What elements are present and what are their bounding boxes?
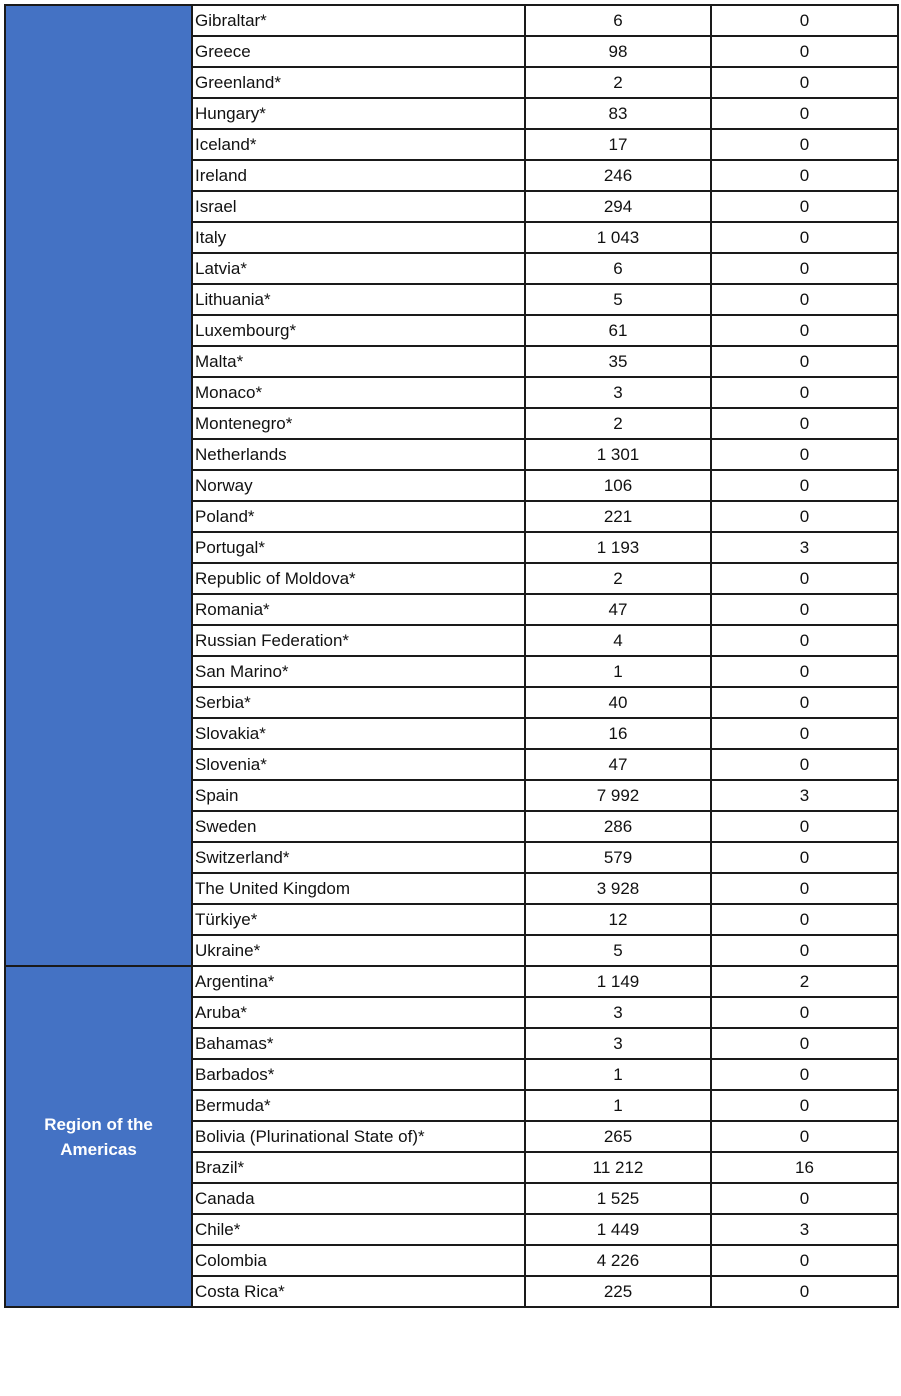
- cases-cell: 11 212: [525, 1152, 711, 1183]
- deaths-cell: 0: [711, 129, 898, 160]
- deaths-cell: 0: [711, 1121, 898, 1152]
- deaths-cell: 0: [711, 1276, 898, 1307]
- cases-cell: 98: [525, 36, 711, 67]
- country-cell: Türkiye*: [192, 904, 525, 935]
- cases-cell: 3: [525, 997, 711, 1028]
- cases-cell: 106: [525, 470, 711, 501]
- deaths-cell: 0: [711, 904, 898, 935]
- country-cell: Russian Federation*: [192, 625, 525, 656]
- table-row: [5, 966, 898, 997]
- cases-cell: 246: [525, 160, 711, 191]
- country-cell: Lithuania*: [192, 284, 525, 315]
- deaths-cell: 0: [711, 718, 898, 749]
- case-table-body: [5, 5, 898, 1307]
- cases-cell: 2: [525, 67, 711, 98]
- country-cell: Barbados*: [192, 1059, 525, 1090]
- cases-cell: 6: [525, 5, 711, 36]
- cases-cell: 1 193: [525, 532, 711, 563]
- cases-cell: 1: [525, 1090, 711, 1121]
- deaths-cell: 0: [711, 98, 898, 129]
- deaths-cell: 0: [711, 501, 898, 532]
- country-cell: Greece: [192, 36, 525, 67]
- deaths-cell: 0: [711, 811, 898, 842]
- deaths-cell: 0: [711, 439, 898, 470]
- region-cell: Region of the Americas: [5, 966, 192, 1307]
- deaths-cell: 0: [711, 5, 898, 36]
- cases-cell: 3: [525, 1028, 711, 1059]
- cases-cell: 1 301: [525, 439, 711, 470]
- country-cell: The United Kingdom: [192, 873, 525, 904]
- country-cell: San Marino*: [192, 656, 525, 687]
- cases-cell: 1 449: [525, 1214, 711, 1245]
- deaths-cell: 0: [711, 594, 898, 625]
- cases-cell: 40: [525, 687, 711, 718]
- country-cell: Norway: [192, 470, 525, 501]
- cases-cell: 1: [525, 656, 711, 687]
- cases-cell: 12: [525, 904, 711, 935]
- case-table: [4, 4, 899, 1308]
- country-cell: Argentina*: [192, 966, 525, 997]
- cases-cell: 225: [525, 1276, 711, 1307]
- deaths-cell: 0: [711, 408, 898, 439]
- cases-cell: 2: [525, 563, 711, 594]
- deaths-cell: 0: [711, 36, 898, 67]
- cases-cell: 3: [525, 377, 711, 408]
- deaths-cell: 3: [711, 780, 898, 811]
- cases-cell: 5: [525, 284, 711, 315]
- country-cell: Colombia: [192, 1245, 525, 1276]
- country-cell: Slovenia*: [192, 749, 525, 780]
- deaths-cell: 0: [711, 470, 898, 501]
- deaths-cell: 0: [711, 1245, 898, 1276]
- country-cell: Italy: [192, 222, 525, 253]
- cases-cell: 579: [525, 842, 711, 873]
- cases-cell: 294: [525, 191, 711, 222]
- country-cell: Bermuda*: [192, 1090, 525, 1121]
- deaths-cell: 0: [711, 1090, 898, 1121]
- cases-cell: 6: [525, 253, 711, 284]
- country-cell: Israel: [192, 191, 525, 222]
- country-cell: Iceland*: [192, 129, 525, 160]
- cases-cell: 35: [525, 346, 711, 377]
- deaths-cell: 0: [711, 873, 898, 904]
- cases-cell: 3 928: [525, 873, 711, 904]
- case-table-container: [4, 4, 897, 1308]
- deaths-cell: 0: [711, 563, 898, 594]
- country-cell: Serbia*: [192, 687, 525, 718]
- country-cell: Malta*: [192, 346, 525, 377]
- cases-cell: 47: [525, 594, 711, 625]
- country-cell: Hungary*: [192, 98, 525, 129]
- deaths-cell: 16: [711, 1152, 898, 1183]
- cases-cell: 16: [525, 718, 711, 749]
- deaths-cell: 0: [711, 191, 898, 222]
- deaths-cell: 3: [711, 1214, 898, 1245]
- deaths-cell: 0: [711, 284, 898, 315]
- country-cell: Aruba*: [192, 997, 525, 1028]
- country-cell: Brazil*: [192, 1152, 525, 1183]
- cases-cell: 4: [525, 625, 711, 656]
- deaths-cell: 0: [711, 377, 898, 408]
- table-row: [5, 5, 898, 36]
- cases-cell: 83: [525, 98, 711, 129]
- country-cell: Netherlands: [192, 439, 525, 470]
- cases-cell: 1 149: [525, 966, 711, 997]
- country-cell: Montenegro*: [192, 408, 525, 439]
- deaths-cell: 0: [711, 687, 898, 718]
- deaths-cell: 0: [711, 1028, 898, 1059]
- country-cell: Gibraltar*: [192, 5, 525, 36]
- cases-cell: 1 525: [525, 1183, 711, 1214]
- cases-cell: 1 043: [525, 222, 711, 253]
- deaths-cell: 0: [711, 1183, 898, 1214]
- cases-cell: 17: [525, 129, 711, 160]
- country-cell: Canada: [192, 1183, 525, 1214]
- country-cell: Spain: [192, 780, 525, 811]
- country-cell: Latvia*: [192, 253, 525, 284]
- country-cell: Republic of Moldova*: [192, 563, 525, 594]
- deaths-cell: 0: [711, 160, 898, 191]
- country-cell: Ireland: [192, 160, 525, 191]
- deaths-cell: 0: [711, 315, 898, 346]
- country-cell: Monaco*: [192, 377, 525, 408]
- country-cell: Chile*: [192, 1214, 525, 1245]
- country-cell: Luxembourg*: [192, 315, 525, 346]
- cases-cell: 61: [525, 315, 711, 346]
- deaths-cell: 0: [711, 1059, 898, 1090]
- region-cell: [5, 5, 192, 966]
- deaths-cell: 0: [711, 935, 898, 966]
- deaths-cell: 0: [711, 346, 898, 377]
- deaths-cell: 3: [711, 532, 898, 563]
- deaths-cell: 0: [711, 656, 898, 687]
- country-cell: Sweden: [192, 811, 525, 842]
- deaths-cell: 0: [711, 842, 898, 873]
- country-cell: Romania*: [192, 594, 525, 625]
- cases-cell: 221: [525, 501, 711, 532]
- deaths-cell: 0: [711, 749, 898, 780]
- country-cell: Slovakia*: [192, 718, 525, 749]
- cases-cell: 47: [525, 749, 711, 780]
- country-cell: Costa Rica*: [192, 1276, 525, 1307]
- cases-cell: 286: [525, 811, 711, 842]
- country-cell: Greenland*: [192, 67, 525, 98]
- country-cell: Ukraine*: [192, 935, 525, 966]
- country-cell: Poland*: [192, 501, 525, 532]
- deaths-cell: 0: [711, 253, 898, 284]
- country-cell: Portugal*: [192, 532, 525, 563]
- country-cell: Bolivia (Plurinational State of)*: [192, 1121, 525, 1152]
- cases-cell: 4 226: [525, 1245, 711, 1276]
- country-cell: Switzerland*: [192, 842, 525, 873]
- country-cell: Bahamas*: [192, 1028, 525, 1059]
- cases-cell: 2: [525, 408, 711, 439]
- cases-cell: 265: [525, 1121, 711, 1152]
- deaths-cell: 0: [711, 625, 898, 656]
- deaths-cell: 2: [711, 966, 898, 997]
- cases-cell: 5: [525, 935, 711, 966]
- deaths-cell: 0: [711, 222, 898, 253]
- cases-cell: 1: [525, 1059, 711, 1090]
- deaths-cell: 0: [711, 997, 898, 1028]
- cases-cell: 7 992: [525, 780, 711, 811]
- deaths-cell: 0: [711, 67, 898, 98]
